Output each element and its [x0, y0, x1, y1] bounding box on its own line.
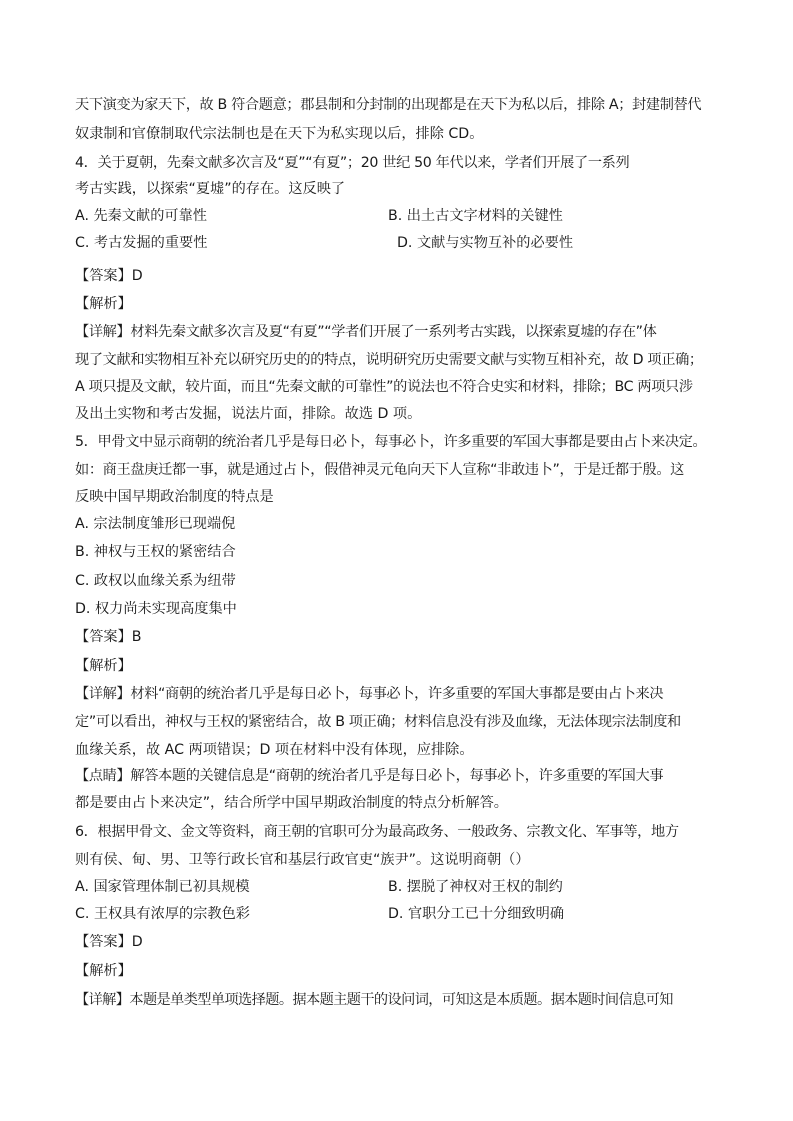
q5-option-c: C. 政权以血缘关系为纽带: [75, 573, 236, 589]
q5-answer: 【答案】B: [75, 629, 142, 645]
q4-detail-line-1: 【详解】材料先秦文献多次言及夏“有夏”“学者们开展了一系列考古实践，以探索夏墟的存在”体: [75, 324, 657, 340]
q6-stem-line-2: 则有侯、甸、男、卫等行政长官和基层行政官吏“族尹”。这说明商朝（）: [75, 852, 530, 868]
q6-option-b: B. 摆脱了神权对王权的制约: [388, 879, 563, 895]
q4-answer: 【答案】D: [75, 268, 143, 284]
q6-detail-line-1: 【详解】本题是单类型单项选择题。据本题主题干的设问词，可知这是本质题。据本题时间信息可知: [75, 992, 673, 1008]
q4-option-a: A. 先秦文献的可靠性: [75, 208, 207, 224]
q6-answer: 【答案】D: [75, 934, 143, 950]
continuation-line-1: 天下演变为家天下，故 B 符合题意；郡县制和分封制的出现都是在天下为私以后，排除 A；封建制替代: [75, 97, 702, 113]
q6-option-a: A. 国家管理体制已初具规模: [75, 879, 250, 895]
q5-detail-line-3: 血缘关系，故 AC 两项错误；D 项在材料中没有体现，应排除。: [75, 742, 474, 758]
q5-stem-line-2: 如：商王盘庚迁都一事，就是通过占卜，假借神灵元龟向天下人宣称“非敢违卜”，于是迁都于殷。这: [75, 462, 685, 478]
q6-option-c: C. 王权具有浓厚的宗教色彩: [75, 906, 250, 922]
q5-analysis-heading: 【解析】: [75, 658, 132, 674]
q5-detail-line-1: 【详解】材料“商朝的统治者几乎是每日必卜，每事必卜，许多重要的军国大事都是要由占卜来决: [75, 686, 664, 702]
q4-option-b: B. 出土古文字材料的关键性: [388, 208, 563, 224]
q6-analysis-heading: 【解析】: [75, 963, 132, 979]
q4-option-c: C. 考古发掘的重要性: [75, 235, 208, 251]
q5-detail-line-2: 定”可以看出，神权与王权的紧密结合，故 B 项正确；材料信息没有涉及血缘，无法体现宗法制度和: [75, 714, 681, 730]
q5-option-b: B. 神权与王权的紧密结合: [75, 544, 236, 560]
q6-option-d: D. 官职分工已十分细致明确: [388, 906, 565, 922]
q5-stem-line-1: 5．甲骨文中显示商朝的统治者几乎是每日必卜，每事必卜，许多重要的军国大事都是要由占卜来决定。: [75, 434, 707, 450]
q5-comment-line-1: 【点睛】解答本题的关键信息是“商朝的统治者几乎是每日必卜，每事必卜，许多重要的军国大事: [75, 768, 664, 784]
q4-detail-line-2: 现了文献和实物相互补充以研究历史的的特点，说明研究历史需要文献与实物互相补充，故 D 项正确；: [75, 352, 703, 368]
q6-stem-line-1: 6．根据甲骨文、金文等资料，商王朝的官职可分为最高政务、一般政务、宗教文化、军事等，地方: [75, 824, 679, 840]
q4-stem-line-1: 4．关于夏朝，先秦文献多次言及“夏”“有夏”；20 世纪 50 年代以来，学者们开展了一系列: [75, 155, 630, 171]
q5-stem-line-3: 反映中国早期政治制度的特点是: [75, 489, 274, 505]
q5-option-d: D. 权力尚未实现高度集中: [75, 601, 237, 617]
q4-stem-line-2: 考古实践，以探索“夏墟”的存在。这反映了: [75, 181, 346, 197]
continuation-line-2: 奴隶制和官僚制取代宗法制也是在天下为私实现以后，排除 CD。: [75, 126, 484, 142]
q4-detail-line-4: 及出土实物和考古发掘，说法片面，排除。故选 D 项。: [75, 406, 422, 422]
q4-detail-line-3: A 项只提及文献，较片面，而且“先秦文献的可靠性”的说法也不符合史实和材料，排除；BC 两项只涉: [75, 379, 693, 395]
q4-analysis-heading: 【解析】: [75, 296, 132, 312]
q5-comment-line-2: 都是要由占卜来决定”，结合所学中国早期政治制度的特点分析解答。: [75, 795, 508, 811]
q4-option-d: D. 文献与实物互补的必要性: [397, 235, 574, 251]
q5-option-a: A. 宗法制度雏形已现端倪: [75, 516, 236, 532]
